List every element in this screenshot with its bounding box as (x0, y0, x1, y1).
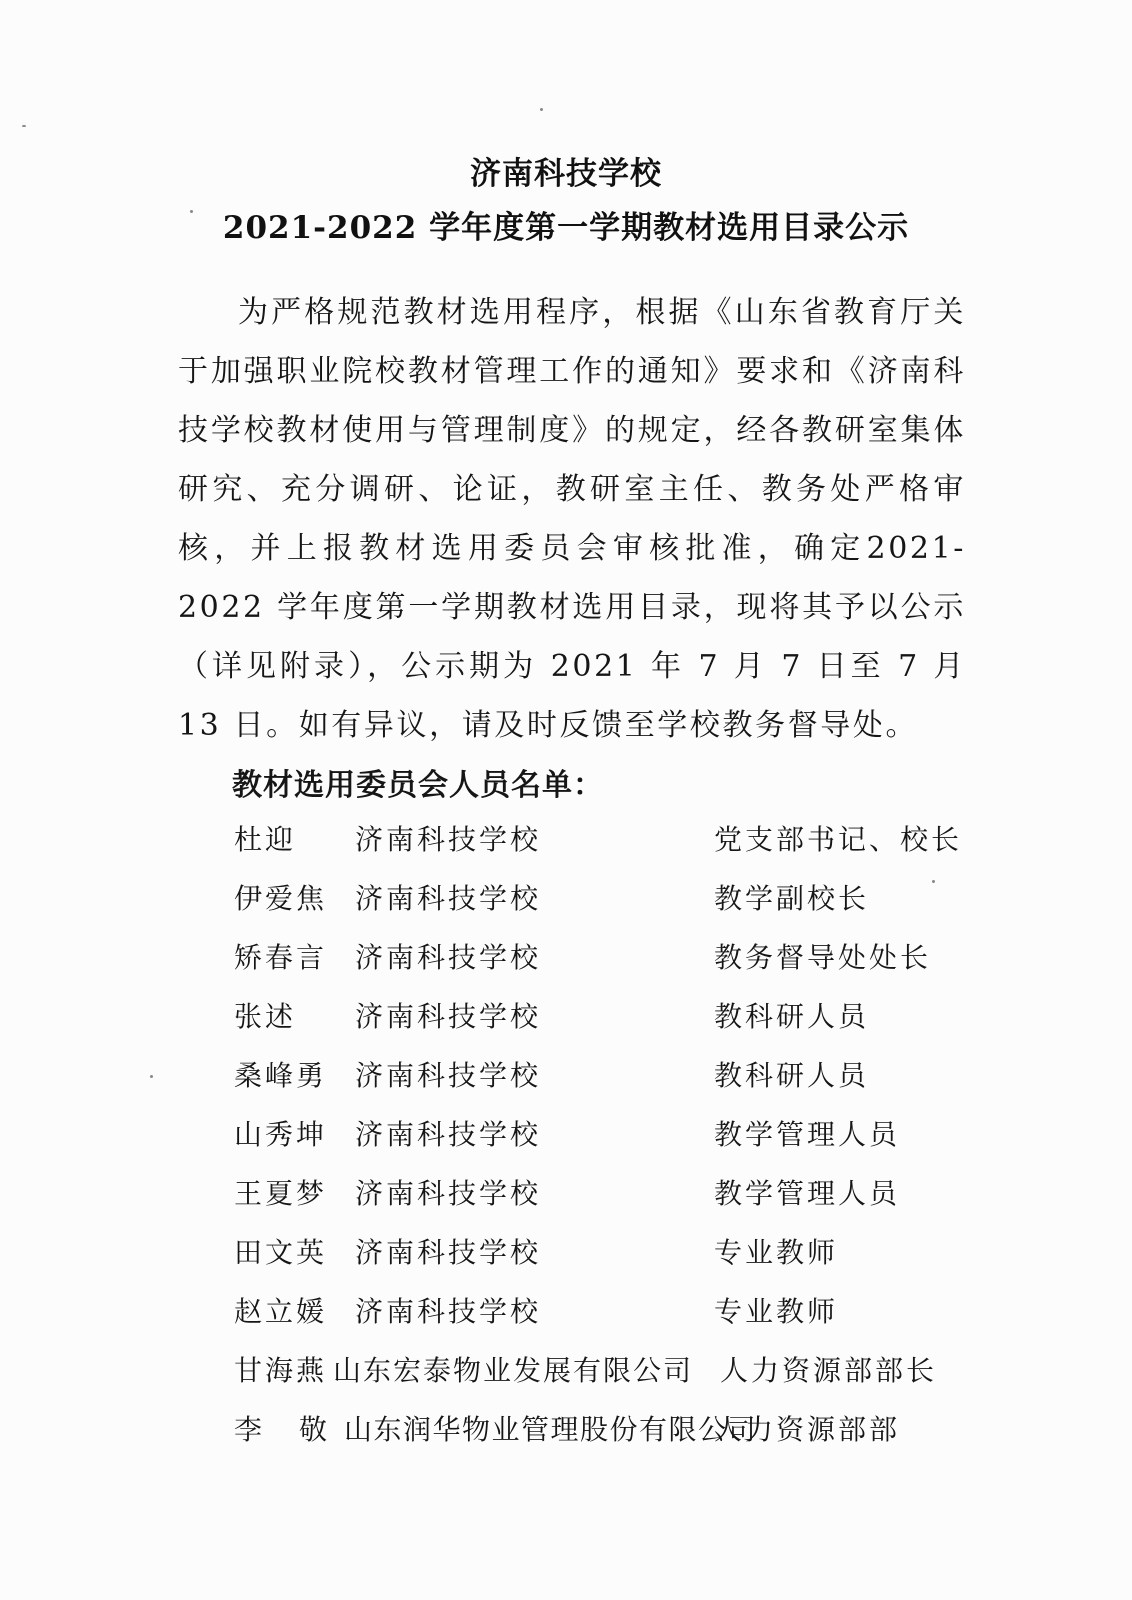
member-row (0, 1339, 1132, 1398)
notice-paragraph: 为严格规范教材选用程序，根据《山东省教育厅关于加强职业院校教材管理工作的通知》要求和《济南科技学校教材使用与管理制度》的规定，经各教研室集体研究、充分调研、论证，教研室主任、教务处严格审核，并上报教材选用委员会审核批准，确定2021-2022 学年度第一学期教材选用目录，现将其予以公示（详见附录），公示期为 2021 年 7 月 7 日至 7 月 13 日。如有异议，请及时反馈至学校教务督导处。 (178, 295, 966, 743)
member-org: 山东宏泰物业发展有限公司 (333, 1354, 694, 1387)
member-role: 人力资源部部长 (720, 1354, 938, 1387)
member-org: 济南科技学校 (355, 1236, 542, 1269)
member-role: 教科研人员 (714, 1000, 870, 1033)
member-row (0, 1162, 1132, 1221)
member-org: 济南科技学校 (355, 1118, 542, 1151)
member-name: 桑峰勇 (234, 1059, 328, 1092)
member-role: 专业教师 (714, 1236, 839, 1269)
notice-body (178, 283, 966, 755)
member-name: 赵立媛 (234, 1295, 328, 1328)
member-name: 矫春言 (234, 941, 328, 974)
member-row (0, 1221, 1132, 1280)
member-row (0, 1044, 1132, 1103)
scan-speck (150, 1075, 153, 1078)
document-title: 济南科技学校 (470, 156, 662, 192)
scan-speck (540, 108, 543, 111)
member-role: 教学管理人员 (714, 1177, 901, 1210)
scan-speck (22, 125, 26, 127)
member-role: 教务督导处处长 (714, 941, 932, 974)
member-name: 山秀坤 (234, 1118, 328, 1151)
member-name: 张述 (234, 1000, 297, 1033)
member-role: 专业教师 (714, 1295, 839, 1328)
member-org: 济南科技学校 (355, 823, 542, 856)
member-org: 济南科技学校 (355, 882, 542, 915)
member-org: 济南科技学校 (355, 1059, 542, 1092)
member-org: 济南科技学校 (355, 941, 542, 974)
member-row (0, 985, 1132, 1044)
committee-heading: 教材选用委员会人员名单： (232, 768, 604, 803)
committee-member-list (0, 808, 1132, 1457)
member-name: 李敬 (234, 1413, 365, 1446)
member-org: 济南科技学校 (355, 1295, 542, 1328)
member-role: 党支部书记、校长 (714, 823, 963, 856)
member-name: 甘海燕 (234, 1354, 328, 1387)
member-row (0, 867, 1132, 926)
member-name: 王夏梦 (234, 1177, 328, 1210)
member-name: 伊爱焦 (234, 882, 328, 915)
member-role: 人力资源部部 (714, 1413, 901, 1446)
scan-speck (932, 880, 935, 883)
member-role: 教学副校长 (714, 882, 870, 915)
member-org: 济南科技学校 (355, 1177, 542, 1210)
member-role: 教科研人员 (714, 1059, 870, 1092)
member-row (0, 1280, 1132, 1339)
member-row (0, 926, 1132, 985)
member-name: 杜迎 (234, 823, 297, 856)
member-org: 济南科技学校 (355, 1000, 542, 1033)
member-row (0, 1398, 1132, 1457)
scan-speck (190, 210, 193, 213)
member-org: 山东润华物业管理股份有限公司 (344, 1413, 758, 1446)
member-name: 田文英 (234, 1236, 328, 1269)
member-row (0, 808, 1132, 867)
member-role: 教学管理人员 (714, 1118, 901, 1151)
member-row (0, 1103, 1132, 1162)
document-subtitle: 2021-2022 学年度第一学期教材选用目录公示 (222, 210, 910, 246)
